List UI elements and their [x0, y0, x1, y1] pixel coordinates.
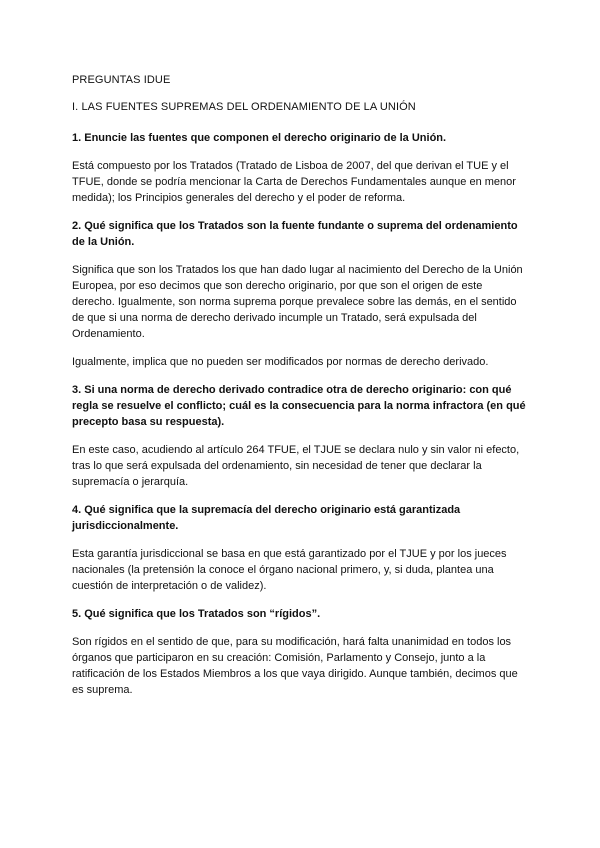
document-title: PREGUNTAS IDUE	[72, 74, 171, 86]
question-5: 5. Qué significa que los Tratados son “rígidos”.	[72, 608, 321, 620]
answer-2-paragraph-1: Significa que son los Tratados los que han dado lugar al nacimiento del Derecho de la Unión Europea, por eso decimos que son derecho originario, por que son el origen de este derecho. Igualmente, son norma suprema porque prevalece sobre las demás, en el sentido de que si una norma de derecho derivado incumple un Tratado, será expulsada del Ordenamiento.	[72, 264, 523, 340]
section-title: I. LAS FUENTES SUPREMAS DEL ORDENAMIENTO DE LA UNIÓN	[72, 101, 416, 113]
question-block-4	[72, 502, 528, 594]
answer-1: Está compuesto por los Tratados (Tratado de Lisboa de 2007, del que derivan el TUE y el TFUE, donde se podría mencionar la Carta de Derechos Fundamentales aunque en menor medida); los Principios generales del derecho y el poder de reforma.	[72, 160, 516, 204]
answer-3: En este caso, acudiendo al artículo 264 TFUE, el TJUE se declara nulo y sin valor ni efecto, tras lo que será expulsada del ordenamiento, sin necesidad de tener que declarar la supremacía o jerarquía.	[72, 444, 520, 488]
answer-4: Esta garantía jurisdiccional se basa en que está garantizado por el TJUE y por los jueces nacionales (la pretensión la conoce el órgano nacional primero, y, si duda, plantea una cuestión de interpretación o de validez).	[72, 548, 507, 592]
question-4: 4. Qué significa que la supremacía del derecho originario está garantizada jurisdiccionalmente.	[72, 504, 461, 532]
answer-2-paragraph-2: Igualmente, implica que no pueden ser modificados por normas de derecho derivado.	[72, 356, 489, 368]
question-1: 1. Enuncie las fuentes que componen el derecho originario de la Unión.	[72, 132, 447, 144]
question-2: 2. Qué significa que los Tratados son la fuente fundante o suprema del ordenamiento de la Unión.	[72, 220, 518, 248]
question-block-1	[72, 130, 528, 206]
answer-5: Son rígidos en el sentido de que, para su modificación, hará falta unanimidad en todos los órganos que participaron en su creación: Comisión, Parlamento y Consejo, junto a la ratificación de los Estados Miembros a los que vaya dirigido. Aunque también, decimos que es suprema.	[72, 636, 518, 696]
questions-list	[72, 130, 528, 710]
question-block-3	[72, 382, 528, 490]
question-block-2	[72, 218, 528, 370]
question-3: 3. Si una norma de derecho derivado contradice otra de derecho originario: con qué regla se resuelve el conflicto; cuál es la consecuencia para la norma infractora (en qué precepto basa su respuesta).	[72, 384, 526, 428]
question-block-5	[72, 606, 528, 698]
